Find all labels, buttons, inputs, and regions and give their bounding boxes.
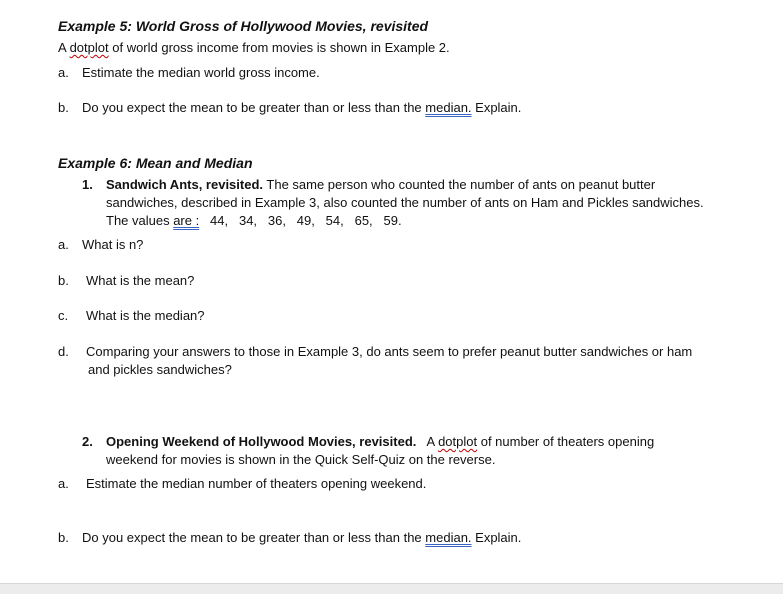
question-text: Estimate the median number of theaters opening weekend. bbox=[86, 476, 427, 491]
problem-2-question-a bbox=[58, 475, 426, 493]
problem-text: A bbox=[416, 434, 439, 449]
example-6-question-c bbox=[58, 307, 205, 325]
question-label: a. bbox=[58, 237, 69, 252]
question-label: b. bbox=[58, 273, 69, 288]
data-values: 44, 34, 36, 49, 54, 65, 59. bbox=[199, 213, 402, 228]
grammar-flagged-word[interactable]: median. bbox=[425, 100, 472, 115]
problem-1-line-2: sandwiches, described in Example 3, also counted the number of ants on Ham and Pickles sandwiches. bbox=[106, 195, 704, 210]
problem-heading: Opening Weekend of Hollywood Movies, revisited. bbox=[106, 434, 417, 449]
example-5-question-a bbox=[58, 64, 320, 82]
example-6-question-d bbox=[58, 343, 692, 361]
intro-text: A bbox=[58, 40, 70, 55]
problem-heading: Sandwich Ants, revisited. bbox=[106, 177, 264, 192]
spellcheck-word[interactable]: dotplot bbox=[438, 434, 478, 449]
problem-number: 2. bbox=[82, 434, 93, 449]
intro-text-rest: of world gross income from movies is shown in Example 2. bbox=[108, 40, 450, 55]
question-label: d. bbox=[58, 344, 69, 359]
problem-2-line-1 bbox=[82, 433, 654, 451]
question-text: What is n? bbox=[82, 237, 144, 252]
grammar-flagged-word[interactable]: are : bbox=[173, 213, 200, 228]
problem-1-line-3 bbox=[106, 212, 402, 230]
spellcheck-word[interactable]: dotplot bbox=[69, 40, 109, 55]
example-6-question-a bbox=[58, 236, 143, 254]
problem-2-question-b bbox=[58, 529, 521, 547]
question-text-rest: Explain. bbox=[471, 100, 522, 115]
example-6-title: Example 6: Mean and Median bbox=[58, 155, 253, 171]
problem-number: 1. bbox=[82, 177, 93, 192]
example-5-intro bbox=[58, 39, 450, 57]
question-text: Do you expect the mean to be greater than or less than the bbox=[82, 530, 426, 545]
question-label: b. bbox=[58, 100, 69, 115]
question-text: Do you expect the mean to be greater than or less than the bbox=[82, 100, 426, 115]
problem-text: The values bbox=[106, 213, 174, 228]
question-label: c. bbox=[58, 308, 69, 323]
problem-1-line-1 bbox=[82, 176, 655, 194]
question-text-rest: Explain. bbox=[471, 530, 522, 545]
example-5-title: Example 5: World Gross of Hollywood Movies, revisited bbox=[58, 18, 429, 34]
question-text: Estimate the median world gross income. bbox=[82, 65, 320, 80]
question-label: a. bbox=[58, 476, 69, 491]
example-6-question-d-line-2: and pickles sandwiches? bbox=[88, 362, 232, 377]
problem-text: The same person who counted the number of ants on peanut butter bbox=[263, 177, 656, 192]
grammar-flagged-word[interactable]: median. bbox=[425, 530, 472, 545]
question-text: Comparing your answers to those in Example 3, do ants seem to prefer peanut butter sandwiches or ham bbox=[86, 344, 693, 359]
page-bottom-edge bbox=[0, 583, 783, 594]
question-label: b. bbox=[58, 530, 69, 545]
example-6-question-b bbox=[58, 272, 194, 290]
problem-text-rest: of number of theaters opening bbox=[477, 434, 655, 449]
question-text: What is the mean? bbox=[86, 273, 195, 288]
problem-2-line-2: weekend for movies is shown in the Quick Self-Quiz on the reverse. bbox=[106, 452, 496, 467]
example-5-question-b bbox=[58, 99, 521, 117]
question-label: a. bbox=[58, 65, 69, 80]
question-text: What is the median? bbox=[86, 308, 205, 323]
